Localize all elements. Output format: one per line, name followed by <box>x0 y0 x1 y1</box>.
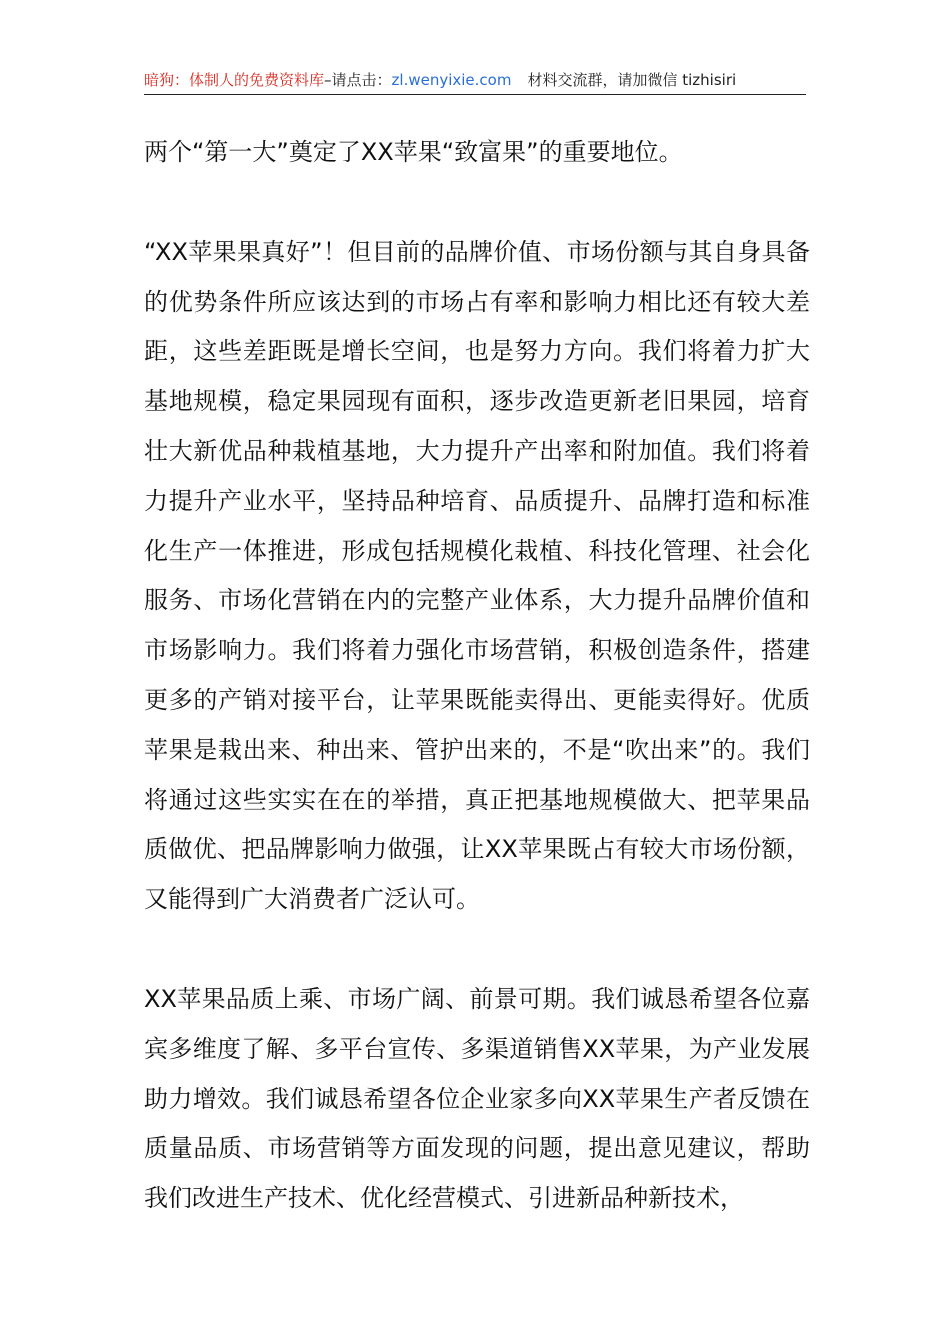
header-group-info: 材料交流群，请加微信 tizhisiri <box>527 71 737 89</box>
document-header <box>144 68 806 95</box>
paragraph-2: “XX苹果果真好”！但目前的品牌价值、市场份额与其自身具备的优势条件所应该达到的市场占有率和影响力相比还有较大差距，这些差距既是增长空间，也是努力方向。我们将着力扩大基地规模，稳定果园现有面积，逐步改造更新老旧果园，培育壮大新优品种栽植基地，大力提升产出率和附加值。我们将着力提升产业水平，坚持品种培育、品质提升、品牌打造和标准化生产一体推进，形成包括规模化栽植、科技化管理、社会化服务、市场化营销在内的完整产业体系，大力提升品牌价值和市场影响力。我们将着力强化市场营销，积极创造条件，搭建更多的产销对接平台，让苹果既能卖得出、更能卖得好。优质苹果是栽出来、种出来、管护出来的，不是“吹出来”的。我们将通过这些实实在在的举措，真正把基地规模做大、把苹果品质做优、把品牌影响力做强，让XX苹果既占有较大市场份额，又能得到广大消费者广泛认可。 <box>144 237 810 914</box>
document-body <box>144 128 810 1224</box>
paragraph-1: 两个“第一大”奠定了XX苹果“致富果”的重要地位。 <box>144 138 683 166</box>
header-prompt: –请点击： <box>324 71 392 89</box>
paragraph-3: XX苹果品质上乘、市场广阔、前景可期。我们诚恳希望各位嘉宾多维度了解、多平台宣传、多渠道销售XX苹果，为产业发展助力增效。我们诚恳希望各位企业家多向XX苹果生产者反馈在质量品质、市场营销等方面发现的问题，提出意见建议，帮助我们改进生产技术、优化经营模式、引进新品种新技术， <box>144 984 810 1213</box>
header-brand: 暗狗：体制人的免费资料库 <box>144 71 325 89</box>
header-link[interactable]: zl.wenyixie.com <box>391 71 512 89</box>
